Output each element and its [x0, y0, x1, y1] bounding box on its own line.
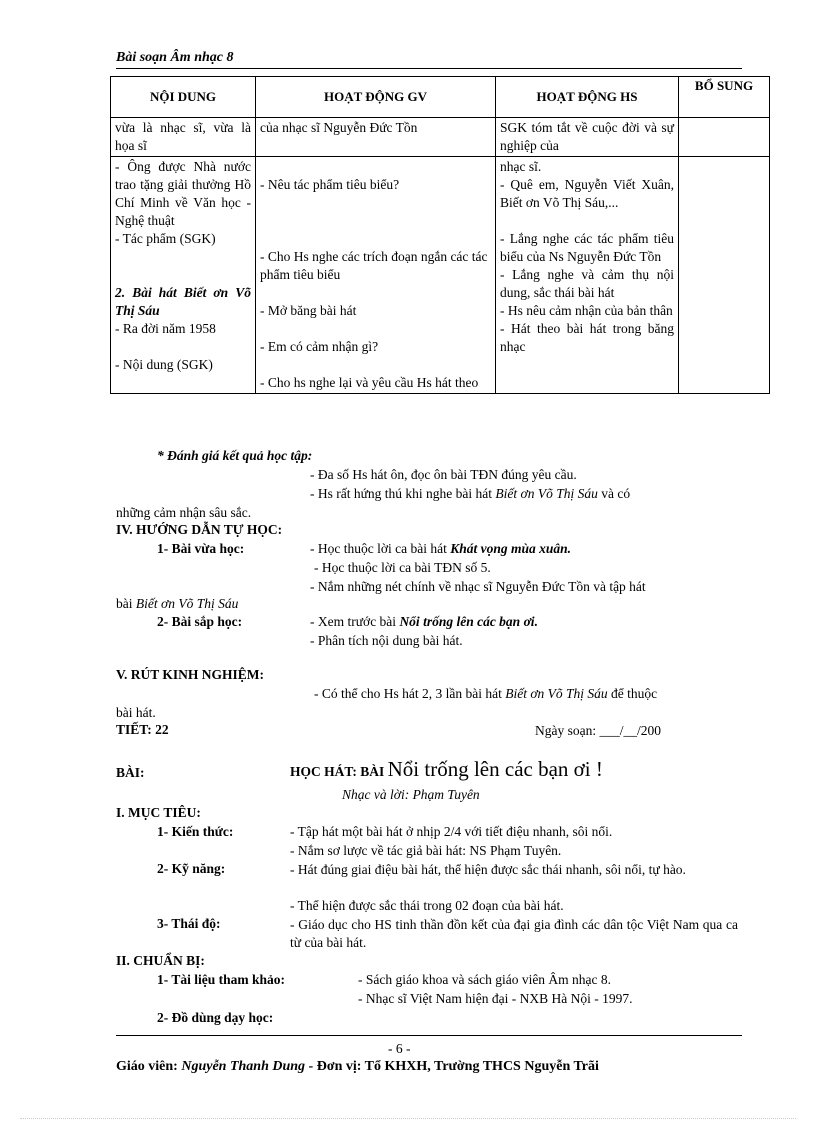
table-row	[111, 157, 770, 394]
table-row	[111, 118, 770, 157]
cell-extra	[679, 157, 770, 394]
cell-teacher: của nhạc sĩ Nguyễn Đức Tồn	[256, 118, 496, 157]
cell-teacher	[256, 157, 496, 394]
reference-1: - Sách giáo khoa và sách giáo viên Âm nhạc 8.	[358, 972, 612, 987]
skill-label: 2- Kỹ năng:	[157, 861, 226, 876]
lesson-song-heading: HỌC HÁT: BÀI Nổi trống lên các bạn ơi !	[290, 757, 603, 781]
reference-2: - Nhạc sĩ Việt Nam hiện đại - NXB Hà Nội - 1997.	[358, 991, 633, 1006]
assessment-line-1: - Đa số Hs hát ôn, đọc ôn bài TĐN đúng yêu cầu.	[310, 467, 577, 482]
section-5-line-1: - Có thể cho Hs hát 2, 3 lần bài hát Biết ơn Võ Thị Sáu để thuộc	[314, 686, 658, 701]
table-header-row	[111, 77, 770, 118]
section-2-title: II. CHUẨN BỊ:	[116, 953, 205, 968]
cell-content	[111, 157, 256, 394]
header-rule	[116, 68, 742, 69]
section-4-item-1-line-3: - Nắm những nét chính về nhạc sĩ Nguyễn Đức Tồn và tập hát	[310, 579, 646, 594]
skill-line-2: - Thể hiện được sắc thái trong 02 đoạn của bài hát.	[290, 898, 564, 913]
teacher-play-tape: - Mở băng bài hát	[260, 303, 357, 318]
student-nhac-si: nhạc sĩ.	[500, 159, 542, 174]
section-4-title: IV. HƯỚNG DẪN TỰ HỌC:	[116, 522, 283, 537]
page-number: - 6 -	[388, 1041, 411, 1056]
header-noi-dung: NỘI DUNG	[111, 77, 256, 118]
header-hoat-dong-gv: HOẠT ĐỘNG GV	[256, 77, 496, 118]
lesson-bai-label: BÀI:	[116, 765, 145, 780]
content-works: - Tác phẩm (SGK)	[115, 231, 216, 246]
attitude-line-1: - Giáo dục cho HS tinh thần đồn kết của đại gia đình các dân tộc Việt Nam qua ca từ của bài hát.	[290, 917, 738, 950]
section-4-item-1-line-4: bài Biết ơn Võ Thị Sáu	[116, 596, 239, 611]
student-sing: - Hát theo bài hát trong băng nhạc	[500, 321, 674, 354]
teacher-ask-works: - Nêu tác phẩm tiêu biểu?	[260, 177, 400, 192]
teacher-sing-along: - Cho hs nghe lại và yêu cầu Hs hát theo	[260, 375, 479, 390]
section-4-item-1-line-2: - Học thuộc lời ca bài TĐN số 5.	[314, 560, 491, 575]
content-meaning: - Nội dung (SGK)	[115, 357, 213, 372]
teaching-tools-label: 2- Đồ dùng dạy học:	[157, 1010, 274, 1025]
student-feeling: - Hs nêu cảm nhận của bản thân	[500, 303, 673, 318]
teacher-ask-feeling: - Em có cảm nhận gì?	[260, 339, 379, 354]
teacher-play-excerpts: - Cho Hs nghe các trích đoạn ngắn các tác phẩm tiêu biểu	[260, 249, 488, 282]
section-4-item-2-line-1: - Xem trước bài Nổi trống lên các bạn ơi.	[310, 614, 538, 629]
cell-extra	[679, 118, 770, 157]
student-listen-song: - Lắng nghe và cảm thụ nội dung, sắc thái bài hát	[500, 267, 674, 300]
lesson-period: TIẾT: 22	[116, 722, 169, 737]
student-listen-works: - Lắng nghe các tác phẩm tiêu biểu của Ns Nguyễn Đức Tồn	[500, 231, 674, 264]
cell-content: vừa là nhạc sĩ, vừa là họa sĩ	[111, 118, 256, 157]
header-hoat-dong-hs: HOẠT ĐỘNG HS	[496, 77, 679, 118]
header-bo-sung: BỔ SUNG	[679, 77, 770, 118]
section-4-item-1-label: 1- Bài vừa học:	[157, 541, 245, 556]
section-4-item-2-label: 2- Bài sắp học:	[157, 614, 243, 629]
section-5-title: V. RÚT KINH NGHIỆM:	[116, 667, 265, 682]
footer-teacher-info: Giáo viên: Nguyễn Thanh Dung - Đơn vị: Tổ KHXH, Trường THCS Nguyễn Trãi	[116, 1059, 599, 1074]
attitude-label: 3- Thái độ:	[157, 916, 221, 931]
content-year: - Ra đời năm 1958	[115, 321, 216, 336]
content-song-heading: 2. Bài hát Biết ơn Võ Thị Sáu	[115, 285, 251, 318]
page-edge-dotted-line	[20, 1118, 796, 1119]
content-award: - Ông được Nhà nước trao tặng giải thưởng Hồ Chí Minh về Văn học - Nghệ thuật	[115, 159, 251, 228]
section-1-title: I. MỤC TIÊU:	[116, 805, 201, 820]
knowledge-line-2: - Nắm sơ lược về tác giả bài hát: NS Phạm Tuyên.	[290, 843, 562, 858]
lesson-song-title: Nổi trống lên các bạn ơi !	[387, 757, 603, 781]
document-header-title: Bài soạn Âm nhạc 8	[116, 50, 234, 65]
teacher-name: Nguyễn Thanh Dung	[181, 1059, 306, 1074]
references-label: 1- Tài liệu tham khảo:	[157, 972, 286, 987]
cell-student	[496, 157, 679, 394]
section-4-item-2-line-2: - Phân tích nội dung bài hát.	[310, 633, 463, 648]
assessment-line-3: những cảm nhận sâu sắc.	[116, 505, 252, 520]
footer-rule	[116, 1035, 742, 1036]
lesson-date: Ngày soạn: ___/__/200	[535, 723, 661, 738]
assessment-title: * Đánh giá kết quả học tập:	[157, 448, 313, 463]
lesson-activity-table	[110, 76, 770, 394]
knowledge-line-1: - Tập hát một bài hát ở nhịp 2/4 với tiết điệu nhanh, sôi nổi.	[290, 824, 613, 839]
section-4-item-1-line-1: - Học thuộc lời ca bài hát Khát vọng mùa xuân.	[310, 541, 572, 556]
cell-student: SGK tóm tắt về cuộc đời và sự nghiệp của	[496, 118, 679, 157]
assessment-line-2: - Hs rất hứng thú khi nghe bài hát Biết ơn Võ Thị Sáu và có	[310, 486, 631, 501]
skill-line-1: - Hát đúng giai điệu bài hát, thể hiện được sắc thái nhanh, sôi nổi, tự hào.	[290, 862, 686, 877]
student-works-list: - Quê em, Nguyễn Viết Xuân, Biết ơn Võ Thị Sáu,...	[500, 177, 674, 210]
knowledge-label: 1- Kiến thức:	[157, 824, 234, 839]
section-5-line-2: bài hát.	[116, 705, 156, 720]
lesson-composer: Nhạc và lời: Phạm Tuyên	[342, 787, 480, 802]
